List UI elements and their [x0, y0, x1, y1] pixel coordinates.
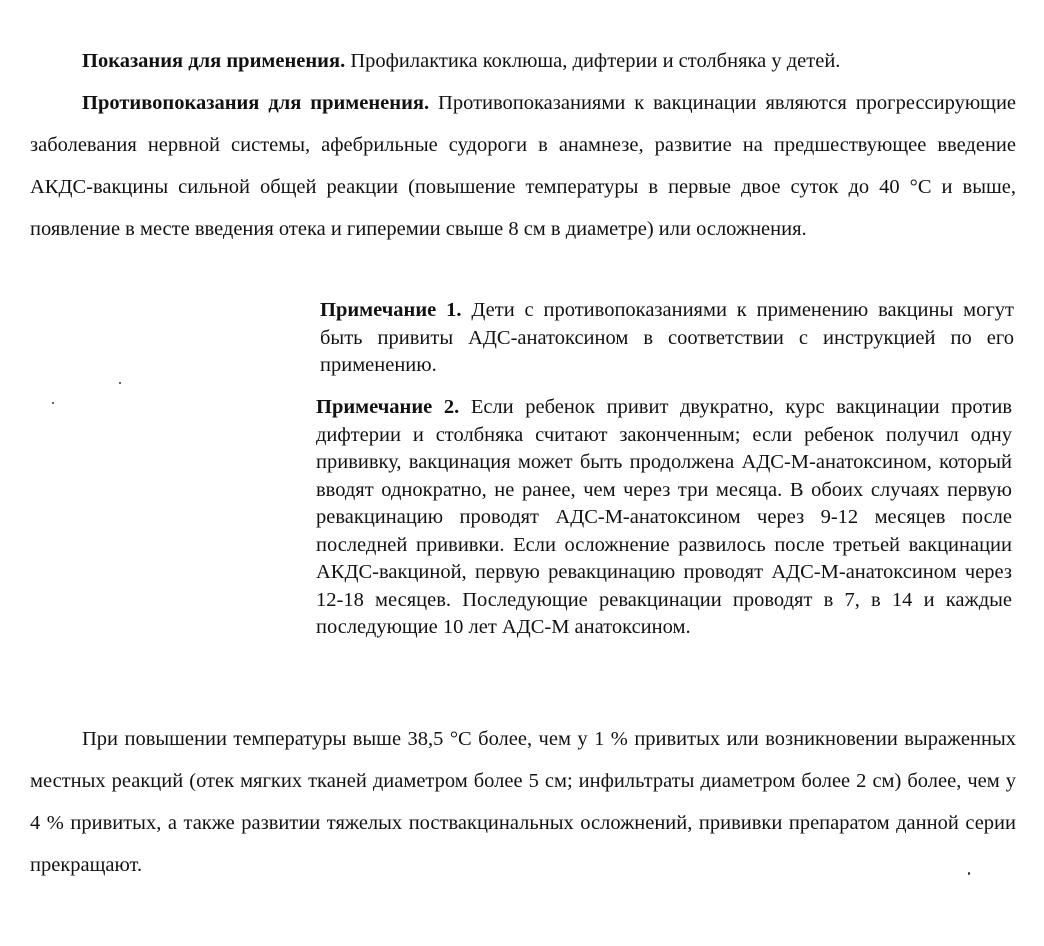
scan-speck: [52, 402, 54, 404]
contraindications-text: Противопоказаниями к вакцинации являются прогрессирующие заболевания нервной системы, афебрильные судороги в анамнезе, развитие на предшествующее введение АКДС-вакцины сильной общей реакции (повышение температуры в первые двое суток до 40 °С и выше, появление в месте введения отека и гиперемии свыше 8 см в диаметре) или осложнения.: [30, 92, 1017, 240]
note-1-heading: Примечание 1.: [320, 299, 462, 321]
note-2-heading: Примечание 2.: [316, 396, 460, 418]
indications-heading: Показания для применения.: [82, 50, 346, 72]
final-paragraph: [30, 718, 1016, 886]
note-2-text: Если ребенок привит двукратно, курс вакцинации против дифтерии и столбняка считают законченным; если ребенок получил одну прививку, вакцинация может быть продолжена АДС-М-анатоксином, который вводят однократно, не ранее, чем через три месяца. В обоих случаях первую ревакцинацию проводят АДС-М-анатоксином через 9-12 месяцев после последней прививки. Если осложнение развилось после третьей вакцинации АКДС-вакциной, первую ревакцинацию проводят АДС-М-анатоксином через 12-18 месяцев. Последующие ревакцинации проводят в 7, в 14 и каждые последующие 10 лет АДС-М анатоксином.: [316, 396, 1012, 638]
note-1: [320, 297, 1014, 380]
indications-text: Профилактика коклюша, дифтерии и столбняка у детей.: [345, 50, 841, 72]
note-1-text: Дети с противопоказаниями к применению вакцины могут быть привиты АДС-анатоксином в соответствии с инструкцией по его применению.: [320, 299, 1014, 376]
scan-speck: [119, 382, 121, 384]
note-2: [316, 394, 1012, 642]
contraindications-heading: Противопоказания для применения.: [82, 92, 430, 114]
scan-speck: [968, 872, 970, 875]
contraindications-paragraph: [30, 82, 1016, 250]
indications-paragraph: [30, 40, 1016, 82]
final-paragraph-text: При повышении температуры выше 38,5 °С более, чем у 1 % привитых или возникновении выраженных местных реакций (отек мягких тканей диаметром более 5 см; инфильтраты диаметром более 2 см) более, чем у 4 % привитых, а также развитии тяжелых поствакцинальных осложнений, прививки препаратом данной серии прекращают.: [30, 728, 1016, 876]
